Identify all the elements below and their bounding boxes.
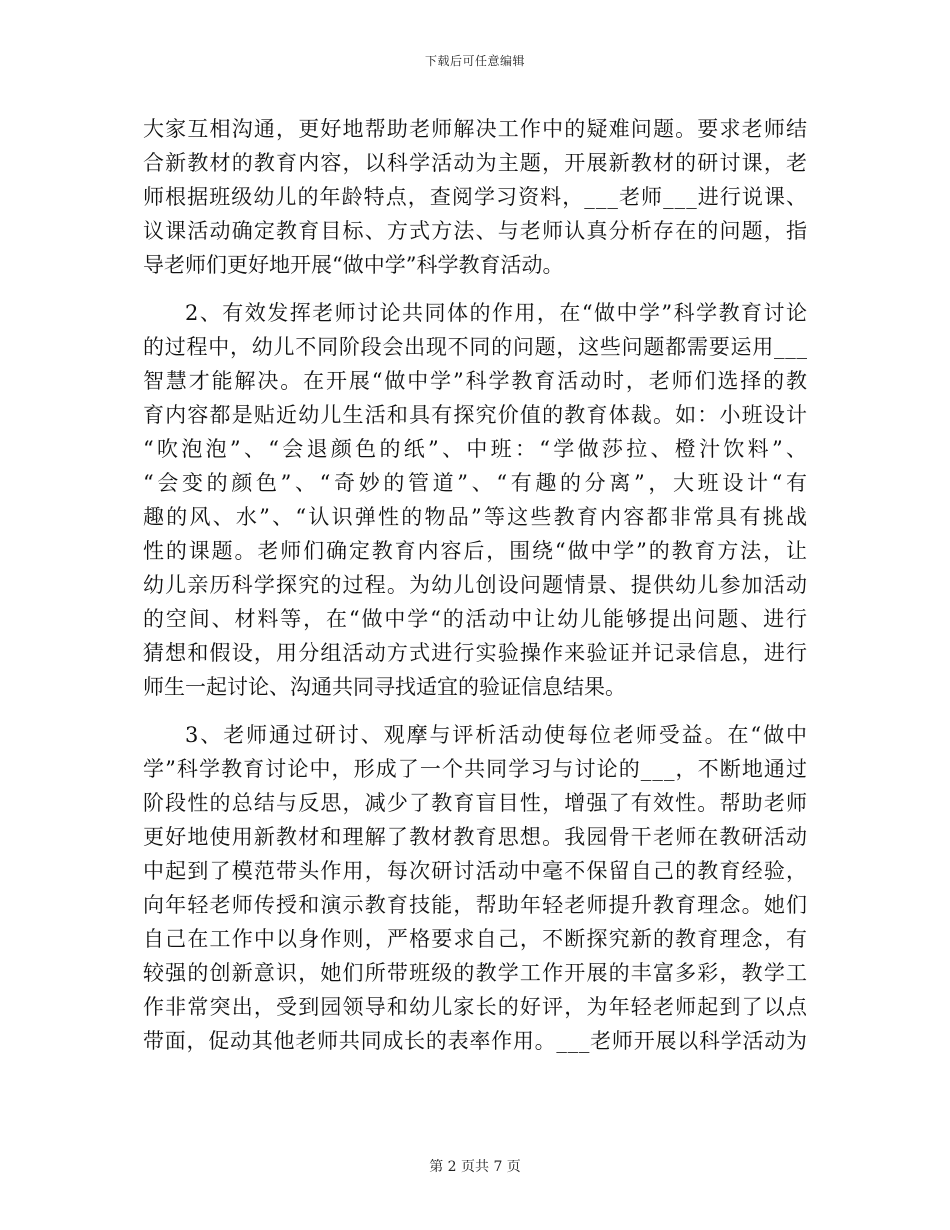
body-line: 大家互相沟通，更好地帮助老师解决工作中的疑难问题。要求老师结 [143, 117, 809, 141]
body-line: 的过程中，幼儿不同阶段会出现不同的问题，这些问题都需要运用___ [143, 335, 808, 359]
body-line: 幼儿亲历科学探究的过程。为幼儿创设问题情景、提供幼儿参加活动 [143, 573, 809, 597]
body-line: 师生一起讨论、沟通共同寻找适宜的验证信息结果。 [143, 675, 626, 699]
body-line: 的空间、材料等，在“做中学“的活动中让幼儿能够提出问题、进行 [143, 607, 809, 631]
body-line: 阶段性的总结与反思，减少了教育盲目性，增强了有效性。帮助老师 [143, 791, 809, 815]
body-line: 学”科学教育讨论中，形成了一个共同学习与讨论的___，不断地通过 [143, 757, 809, 781]
body-line: 导老师们更好地开展“做中学”科学教育活动。 [143, 253, 564, 277]
body-line: 较强的创新意识，她们所带班级的教学工作开展的丰富多彩，教学工 [143, 961, 809, 985]
body-line: “吹泡泡”、“会退颜色的纸”、中班：“学做莎拉、橙汁饮料”、 [143, 437, 811, 461]
body-line: 向年轻老师传授和演示教育技能，帮助年轻老师提升教育理念。她们 [143, 893, 809, 917]
body-line: 2、有效发挥老师讨论共同体的作用，在“做中学”科学教育讨论 [185, 301, 809, 325]
body-line: 议课活动确定教育目标、方式方法、与老师认真分析存在的问题，指 [143, 219, 809, 243]
body-line: 自己在工作中以身作则，严格要求自己，不断探究新的教育理念，有 [143, 927, 809, 951]
body-line: 3、老师通过研讨、观摩与评析活动使每位老师受益。在“做中 [185, 723, 809, 747]
page-header: 下载后可任意编辑 [424, 54, 525, 68]
body-line: 猜想和假设，用分组活动方式进行实验操作来验证并记录信息，进行 [143, 641, 809, 665]
body-line: 合新教材的教育内容，以科学活动为主题，开展新教材的研讨课，老 [143, 151, 809, 175]
body-line: 智慧才能解决。在开展“做中学”科学教育活动时，老师们选择的教 [143, 369, 809, 393]
body-line: “会变的颜色”、“奇妙的管道”、“有趣的分离”，大班设计“有 [143, 471, 811, 495]
body-line: 性的课题。老师们确定教育内容后，围绕“做中学”的教育方法，让 [143, 539, 809, 563]
body-line: 中起到了模范带头作用，每次研讨活动中毫不保留自己的教育经验， [143, 859, 809, 883]
page-footer: 第 2 页共 7 页 [429, 1159, 521, 1175]
body-line: 带面，促动其他老师共同成长的表率作用。___老师开展以科学活动为 [143, 1029, 808, 1053]
body-line: 趣的风、水”、“认识弹性的物品”等这些教育内容都非常具有挑战 [143, 505, 810, 529]
body-line: 作非常突出，受到园领导和幼儿家长的好评，为年轻老师起到了以点 [143, 995, 809, 1019]
body-line: 更好地使用新教材和理解了教材教育思想。我园骨干老师在教研活动 [143, 825, 809, 849]
body-line: 师根据班级幼儿的年龄特点，查阅学习资料，___老师___进行说课、 [143, 185, 809, 209]
body-line: 育内容都是贴近幼儿生活和具有探究价值的教育体裁。如：小班设计 [143, 403, 809, 427]
